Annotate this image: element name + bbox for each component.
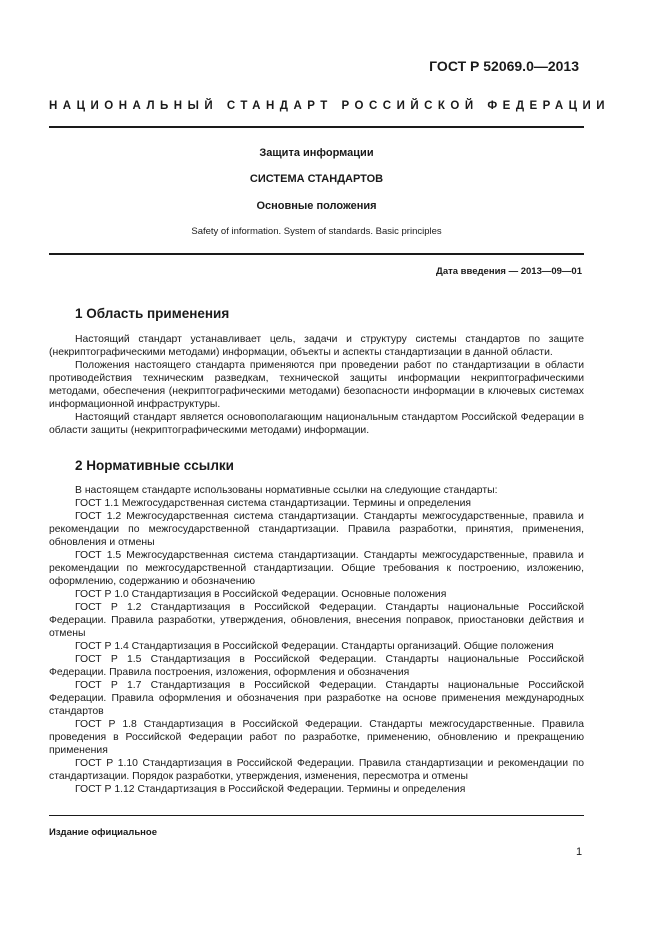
title-rule xyxy=(49,253,584,255)
english-title: Safety of information. System of standards. Basic principles xyxy=(191,226,442,237)
page-number: 1 xyxy=(576,846,583,858)
section-1-body xyxy=(49,333,584,437)
reference-item: ГОСТ Р 1.5 Стандартизация в Российской Федерации. Стандарты национальные Российской Федерации. Правила построения, изложения, оформления и обозначения xyxy=(49,654,584,678)
header-rule xyxy=(49,126,584,128)
paragraph: В настоящем стандарте использованы нормативные ссылки на следующие стандарты: xyxy=(75,485,498,496)
paragraph: Настоящий стандарт устанавливает цель, задачи и структуру системы стандартов по защите (некриптографическими методами) информации, объекты и аспекты стандартизации в данной области. xyxy=(49,334,584,358)
reference-item: ГОСТ 1.2 Межгосударственная система стандартизации. Стандарты межгосударственные, правила и рекомендации по межгосударственной стандартизации. Правила разработки, принятия, применения, обновления и отмены xyxy=(49,511,584,548)
official-edition-label: Издание официальное xyxy=(49,827,157,838)
paragraph: Настоящий стандарт является основополагающим национальным стандартом Российской Федерации в области защиты (некриптографическими методами) информации. xyxy=(49,412,584,436)
reference-item: ГОСТ Р 1.10 Стандартизация в Российской Федерации. Правила стандартизации и рекомендации по стандартизации. Порядок разработки, утверждения, изменения, пересмотра и отмены xyxy=(49,758,584,782)
reference-item: ГОСТ Р 1.8 Стандартизация в Российской Федерации. Стандарты межгосударственные. Правила проведения в Российской Федерации работ по разработке, применению, обновлению и прекращению применения xyxy=(49,719,584,756)
section-1-title: 1 Область применения xyxy=(75,306,230,321)
paragraph: Положения настоящего стандарта применяются при проведении работ по стандартизации в области противодействия техническим разведкам, технической защиты информации некриптографическими методами, обеспечения (некриптографическими методами) безопасности информации в ключевых системах информационной инфраструктуры. xyxy=(49,360,584,410)
reference-item: ГОСТ Р 1.12 Стандартизация в Российской Федерации. Термины и определения xyxy=(75,784,466,795)
national-standard-title: НАЦИОНАЛЬНЫЙ СТАНДАРТ РОССИЙСКОЙ ФЕДЕРАЦИИ xyxy=(49,100,611,112)
reference-item: ГОСТ Р 1.2 Стандартизация в Российской Федерации. Стандарты национальные Российской Федерации. Правила разработки, утверждения, обновления, внесения поправок, приостановки действия и отмены xyxy=(49,602,584,639)
reference-item: ГОСТ Р 1.4 Стандартизация в Российской Федерации. Стандарты организаций. Общие положения xyxy=(75,641,554,652)
introduction-date: Дата введения — 2013—09—01 xyxy=(436,266,582,277)
footer-rule xyxy=(49,815,584,816)
document-number: ГОСТ Р 52069.0—2013 xyxy=(429,58,579,74)
title-line-1: Защита информации xyxy=(259,147,374,159)
reference-item: ГОСТ 1.5 Межгосударственная система стандартизации. Стандарты межгосударственные, правила и рекомендации по межгосударственной стандартизации. Общие требования к построению, изложению, оформлению, содержанию и обозначению xyxy=(49,550,584,587)
section-2-body xyxy=(49,484,584,796)
title-line-3: Основные положения xyxy=(256,200,377,212)
title-line-2: СИСТЕМА СТАНДАРТОВ xyxy=(249,173,384,185)
reference-item: ГОСТ Р 1.7 Стандартизация в Российской Федерации. Стандарты национальные Российской Федерации. Правила оформления и обозначения при разработке на основе применения международных стандартов xyxy=(49,680,584,717)
reference-item: ГОСТ Р 1.0 Стандартизация в Российской Федерации. Основные положения xyxy=(75,589,447,600)
reference-item: ГОСТ 1.1 Межгосударственная система стандартизации. Термины и определения xyxy=(75,498,472,509)
section-2-title: 2 Нормативные ссылки xyxy=(75,458,234,473)
